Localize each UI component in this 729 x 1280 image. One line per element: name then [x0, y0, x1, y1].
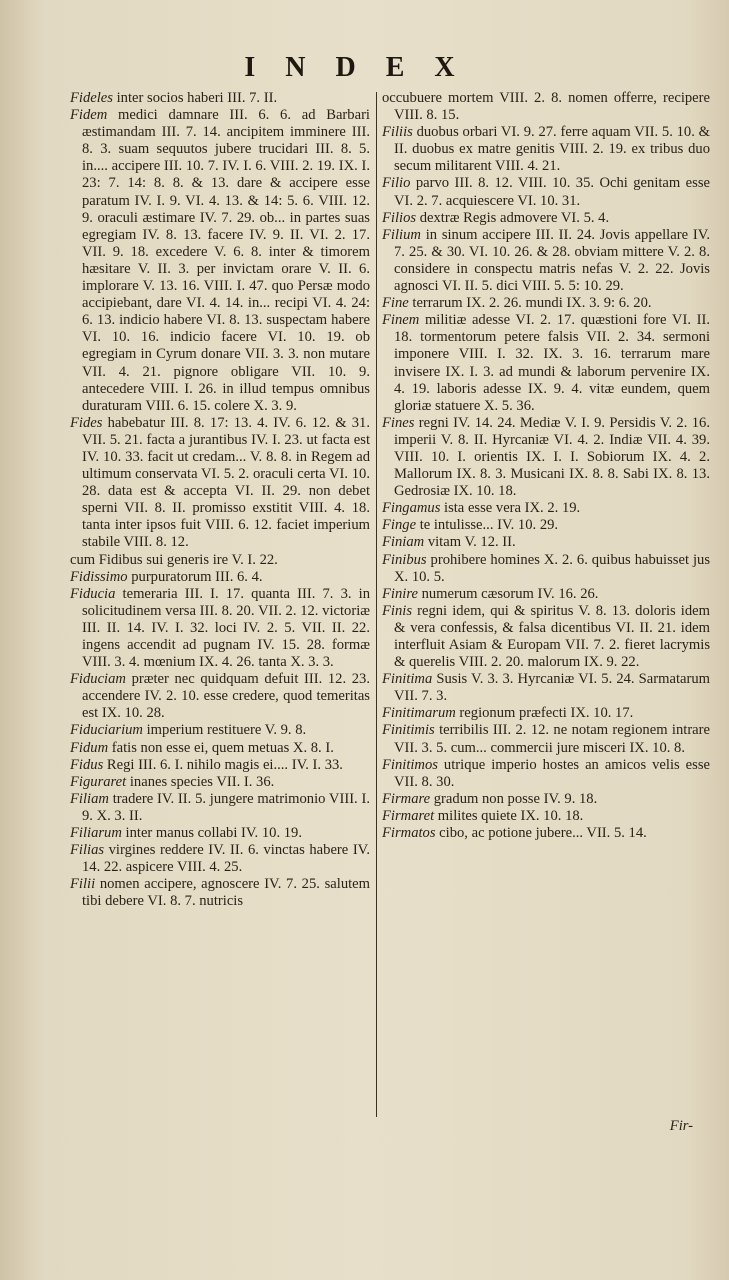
entry-headword: Fidus [70, 756, 104, 773]
entry-references: nomen accipere, agnoscere IV. 7. 25. salutem tibi debere VI. 8. 7. nutricis [82, 876, 370, 910]
entry-headword: Finitimarum [382, 705, 456, 722]
index-entry [382, 603, 710, 671]
index-entry [382, 534, 710, 551]
index-entry [70, 876, 370, 910]
entry-references: habebatur III. 8. 17: 13. 4. IV. 6. 12. & 31. VII. 5. 21. facta a jurantibus IV. I. 23. ut facta est IV. 10. 33. facit ut credam... V. 8. 8. in Regem ad ultimum conservata VI. 5. 2. oraculi certa VI. 10. 28. data est & accepta VI. II. 29. non debet sperni VII. 8. II. promisso exstitit VIII. 4. 18. tanta inter ipsos fuit VIII. 6. 12. faciet imperium stabile VIII. 8. 12. [82, 414, 370, 551]
index-entry [70, 740, 370, 757]
entry-references: Regi III. 6. I. nihilo magis ei.... IV. I. 33. [103, 756, 343, 773]
index-entry [382, 175, 710, 209]
index-entry [70, 842, 370, 876]
entry-references: te intulisse... IV. 10. 29. [416, 517, 559, 534]
index-entry [382, 586, 710, 603]
entry-headword: Filios [382, 209, 417, 226]
entry-references: militiæ adesse VI. 2. 17. quæstioni fore VI. II. 18. tormentorum petere falsis VII. 2. 34. sermoni imponere VIII. I. 32. IX. 3. 16. terrarum mare invisere IX. I. 3. ad mundi & laborum pervenire IX. 4. 19. laboris adesse IX. 9. 4. vitæ eundem, quem gloriæ statuere X. 5. 36. [394, 312, 710, 414]
entry-headword: Filiarum [70, 825, 122, 842]
index-entry [70, 825, 370, 842]
index-entry [382, 808, 710, 825]
index-entry [382, 500, 710, 517]
entry-headword: Finge [382, 517, 417, 534]
entry-headword: Fidissimo [70, 568, 128, 585]
entry-headword: Filiam [70, 790, 109, 807]
entry-headword: Finis [382, 602, 412, 619]
entry-references: cibo, ac potione jubere... VII. 5. 14. [435, 825, 647, 842]
index-entry [382, 295, 710, 312]
entry-references: cum Fidibus sui generis ire V. I. 22. [70, 551, 278, 568]
entry-references: fatis non esse ei, quem metuas X. 8. I. [108, 739, 334, 756]
entry-references: regionum præfecti IX. 10. 17. [455, 705, 634, 722]
entry-references: medici damnare III. 6. 6. ad Barbari æstimandam III. 7. 14. ancipitem imminere III. 8. 3. suam sequutos jubere trucidari III. 8. 5. in.... accipere III. 10. 7. IV. I. 6. VIII. 2. 19. IX. I. 23: 7. 14: 8. 8. & 13. dare & accipere esse paratum IV. I. 9. VI. 4. 13. & 14: 5. 6. VIII. 12. 9. oraculi æstimare IV. 7. 29. ob... in partes suas egregiam IV. 8. 13. facere IV. 9. II. VI. 2. 17. VII. 9. 18. excedere V. 6. 8. inter & timorem hæsitare V. II. 3. per invictam orare V. II. 6. implorare V. 13. 16. VIII. I. 47. quo Persæ modo accipiebant, dare VI. 4. 14. in... recipi VI. 4. 24: 6. 13. indicio habere VI. 8. 13. suspectam habere VI. 10. 16. indicio facere VI. 10. 19. ob egregiam in Cyrum donare VII. 3. 3. non mutare VII. 4. 21. pignore obligare VII. 10. 9. antecedere VIII. I. 26. in illud tempus omnibus duraturam VIII. 6. 15. colere X. 3. 9. [82, 107, 370, 414]
entry-references: occubuere mortem VIII. 2. 8. nomen offerre, recipere VIII. 8. 15. [382, 90, 710, 124]
index-entry [382, 210, 710, 227]
index-entry [70, 107, 370, 415]
entry-references: purpuratorum III. 6. 4. [127, 568, 263, 585]
index-entry [70, 791, 370, 825]
entry-references: inanes species VII. I. 36. [126, 773, 275, 790]
index-entry [382, 671, 710, 705]
index-entry [382, 791, 710, 808]
entry-headword: Firmatos [382, 825, 436, 842]
entry-references: tradere IV. II. 5. jungere matrimonio VIII. I. 9. X. 3. II. [82, 790, 370, 824]
index-entry [70, 552, 370, 569]
entry-references: imperium restituere V. 9. 8. [142, 722, 307, 739]
index-entry [70, 757, 370, 774]
index-entry [70, 774, 370, 791]
entry-references: temeraria III. I. 17. quanta III. 7. 3. in solicitudinem versa III. 8. 20. VII. 2. 12. victoriæ III. II. 14. IV. I. 32. loci IV. 2. 5. VII. II. 22. ingens accendit ad pugnam IV. 15. 28. formæ VIII. 3. 4. mœnium IX. 4. 26. tanta X. 3. 3. [82, 585, 370, 671]
entry-headword: Finitimis [382, 722, 435, 739]
catchword: Fir- [669, 1118, 693, 1134]
entry-references: parvo III. 8. 12. VIII. 10. 35. Ochi genitam esse VI. 2. 7. acquiescere VI. 10. 31. [394, 175, 710, 209]
page-title: INDEX [244, 52, 485, 83]
index-entry [382, 825, 710, 842]
entry-headword: Fidem [70, 107, 108, 124]
index-entry [70, 90, 370, 107]
index-entry [382, 90, 710, 124]
entry-references: inter manus collabi IV. 10. 19. [121, 825, 302, 842]
entry-headword: Figuraret [70, 773, 127, 790]
entry-references: vitam V. 12. II. [424, 534, 516, 551]
entry-headword: Fides [70, 414, 103, 431]
entry-references: utrique imperio hostes an amicos velis esse VII. 8. 30. [394, 756, 710, 790]
index-entry [382, 312, 710, 415]
index-entry [382, 757, 710, 791]
entry-references: in sinum accipere III. II. 24. Jovis appellare IV. 7. 25. & 30. VI. 10. 26. & 28. obviam mittere V. 2. 8. considere in conspectu matris nefas V. 2. 22. Jovis agnosci VI. II. 5. dici VIII. 5. 5: 10. 29. [394, 226, 710, 295]
entry-headword: Fiduciarium [70, 722, 143, 739]
entry-headword: Filias [70, 842, 105, 859]
entry-headword: Firmaret [382, 807, 435, 824]
entry-references: Susis V. 3. 3. Hyrcaniæ VI. 5. 24. Sarmatarum VII. 7. 3. [394, 671, 710, 705]
index-entry [70, 722, 370, 739]
index-entry [382, 705, 710, 722]
entry-headword: Fines [382, 414, 415, 431]
entry-references: terrarum IX. 2. 26. mundi IX. 3. 9: 6. 20. [408, 295, 652, 312]
index-entry [382, 124, 710, 175]
index-entry [70, 569, 370, 586]
entry-references: gradum non posse IV. 9. 18. [430, 790, 598, 807]
entry-references: milites quiete IX. 10. 18. [434, 807, 584, 824]
entry-headword: Fine [382, 295, 409, 312]
entry-references: ista esse vera IX. 2. 19. [440, 500, 581, 517]
right-column [382, 90, 710, 842]
column-divider [376, 92, 377, 1117]
left-column [70, 90, 370, 911]
index-entry [382, 722, 710, 756]
entry-references: dextræ Regis admovere VI. 5. 4. [416, 209, 610, 226]
entry-references: inter socios haberi III. 7. II. [112, 90, 278, 106]
entry-headword: Fiducia [70, 585, 116, 602]
entry-references: præter nec quidquam defuit III. 12. 23. accendere IV. 2. 10. esse credere, quod temeritas est IX. 10. 28. [82, 671, 370, 722]
entry-headword: Finiam [382, 534, 425, 551]
entry-headword: Finibus [382, 551, 427, 568]
index-entry [70, 586, 370, 671]
entry-references: prohibere homines X. 2. 6. quibus habuisset jus X. 10. 5. [394, 551, 710, 585]
index-entry [382, 415, 710, 500]
entry-headword: Fingamus [382, 500, 441, 517]
entry-headword: Finitima [382, 671, 433, 688]
entry-headword: Fideles [70, 90, 113, 106]
index-entry [382, 552, 710, 586]
entry-references: duobus orbari VI. 9. 27. ferre aquam VII. 5. 10. & II. duobus ex matre genitis VIII. 2. 19. ex tribus duo secum militarent VIII. 4. 21. [394, 124, 710, 175]
entry-headword: Filio [382, 175, 411, 192]
entry-references: terribilis III. 2. 12. ne notam regionem intrare VII. 3. 5. cum... commercii jure misceri IX. 10. 8. [394, 722, 710, 756]
entry-headword: Fiduciam [70, 671, 126, 688]
entry-headword: Finitimos [382, 756, 438, 773]
entry-references: numerum cæsorum IV. 16. 26. [417, 585, 599, 602]
index-entry [382, 517, 710, 534]
index-entry [70, 671, 370, 722]
entry-headword: Fidum [70, 739, 109, 756]
entry-references: regni IV. 14. 24. Mediæ V. I. 9. Persidis V. 2. 16. imperii V. 8. II. Hyrcaniæ VI. 4. 2. Indiæ VII. 4. 39. VIII. 10. I. orientis IX. I. I. Sobiorum IX. 4. 2. Mallorum IX. 8. 3. Musicani IX. 8. 8. Sabi IX. 8. 13. Gedrosiæ IX. 10. 18. [394, 414, 710, 500]
index-entry [70, 415, 370, 552]
entry-headword: Filii [70, 876, 96, 893]
entry-headword: Finire [382, 585, 418, 602]
entry-references: virgines reddere IV. II. 6. vinctas habere IV. 14. 22. aspicere VIII. 4. 25. [82, 842, 370, 876]
entry-headword: Filiis [382, 124, 413, 141]
entry-headword: Firmare [382, 790, 431, 807]
index-entry [382, 227, 710, 295]
entry-headword: Finem [382, 312, 420, 329]
entry-references: regni idem, qui & spiritus V. 8. 13. doloris idem & vera confessis, & falsa dicentibus VI. II. 21. idem interfluit Asiam & Europam VII. 7. 2. fieret lacrymis & querelis VIII. 2. 20. malorum IX. 9. 22. [394, 602, 710, 671]
entry-headword: Filium [382, 226, 421, 243]
